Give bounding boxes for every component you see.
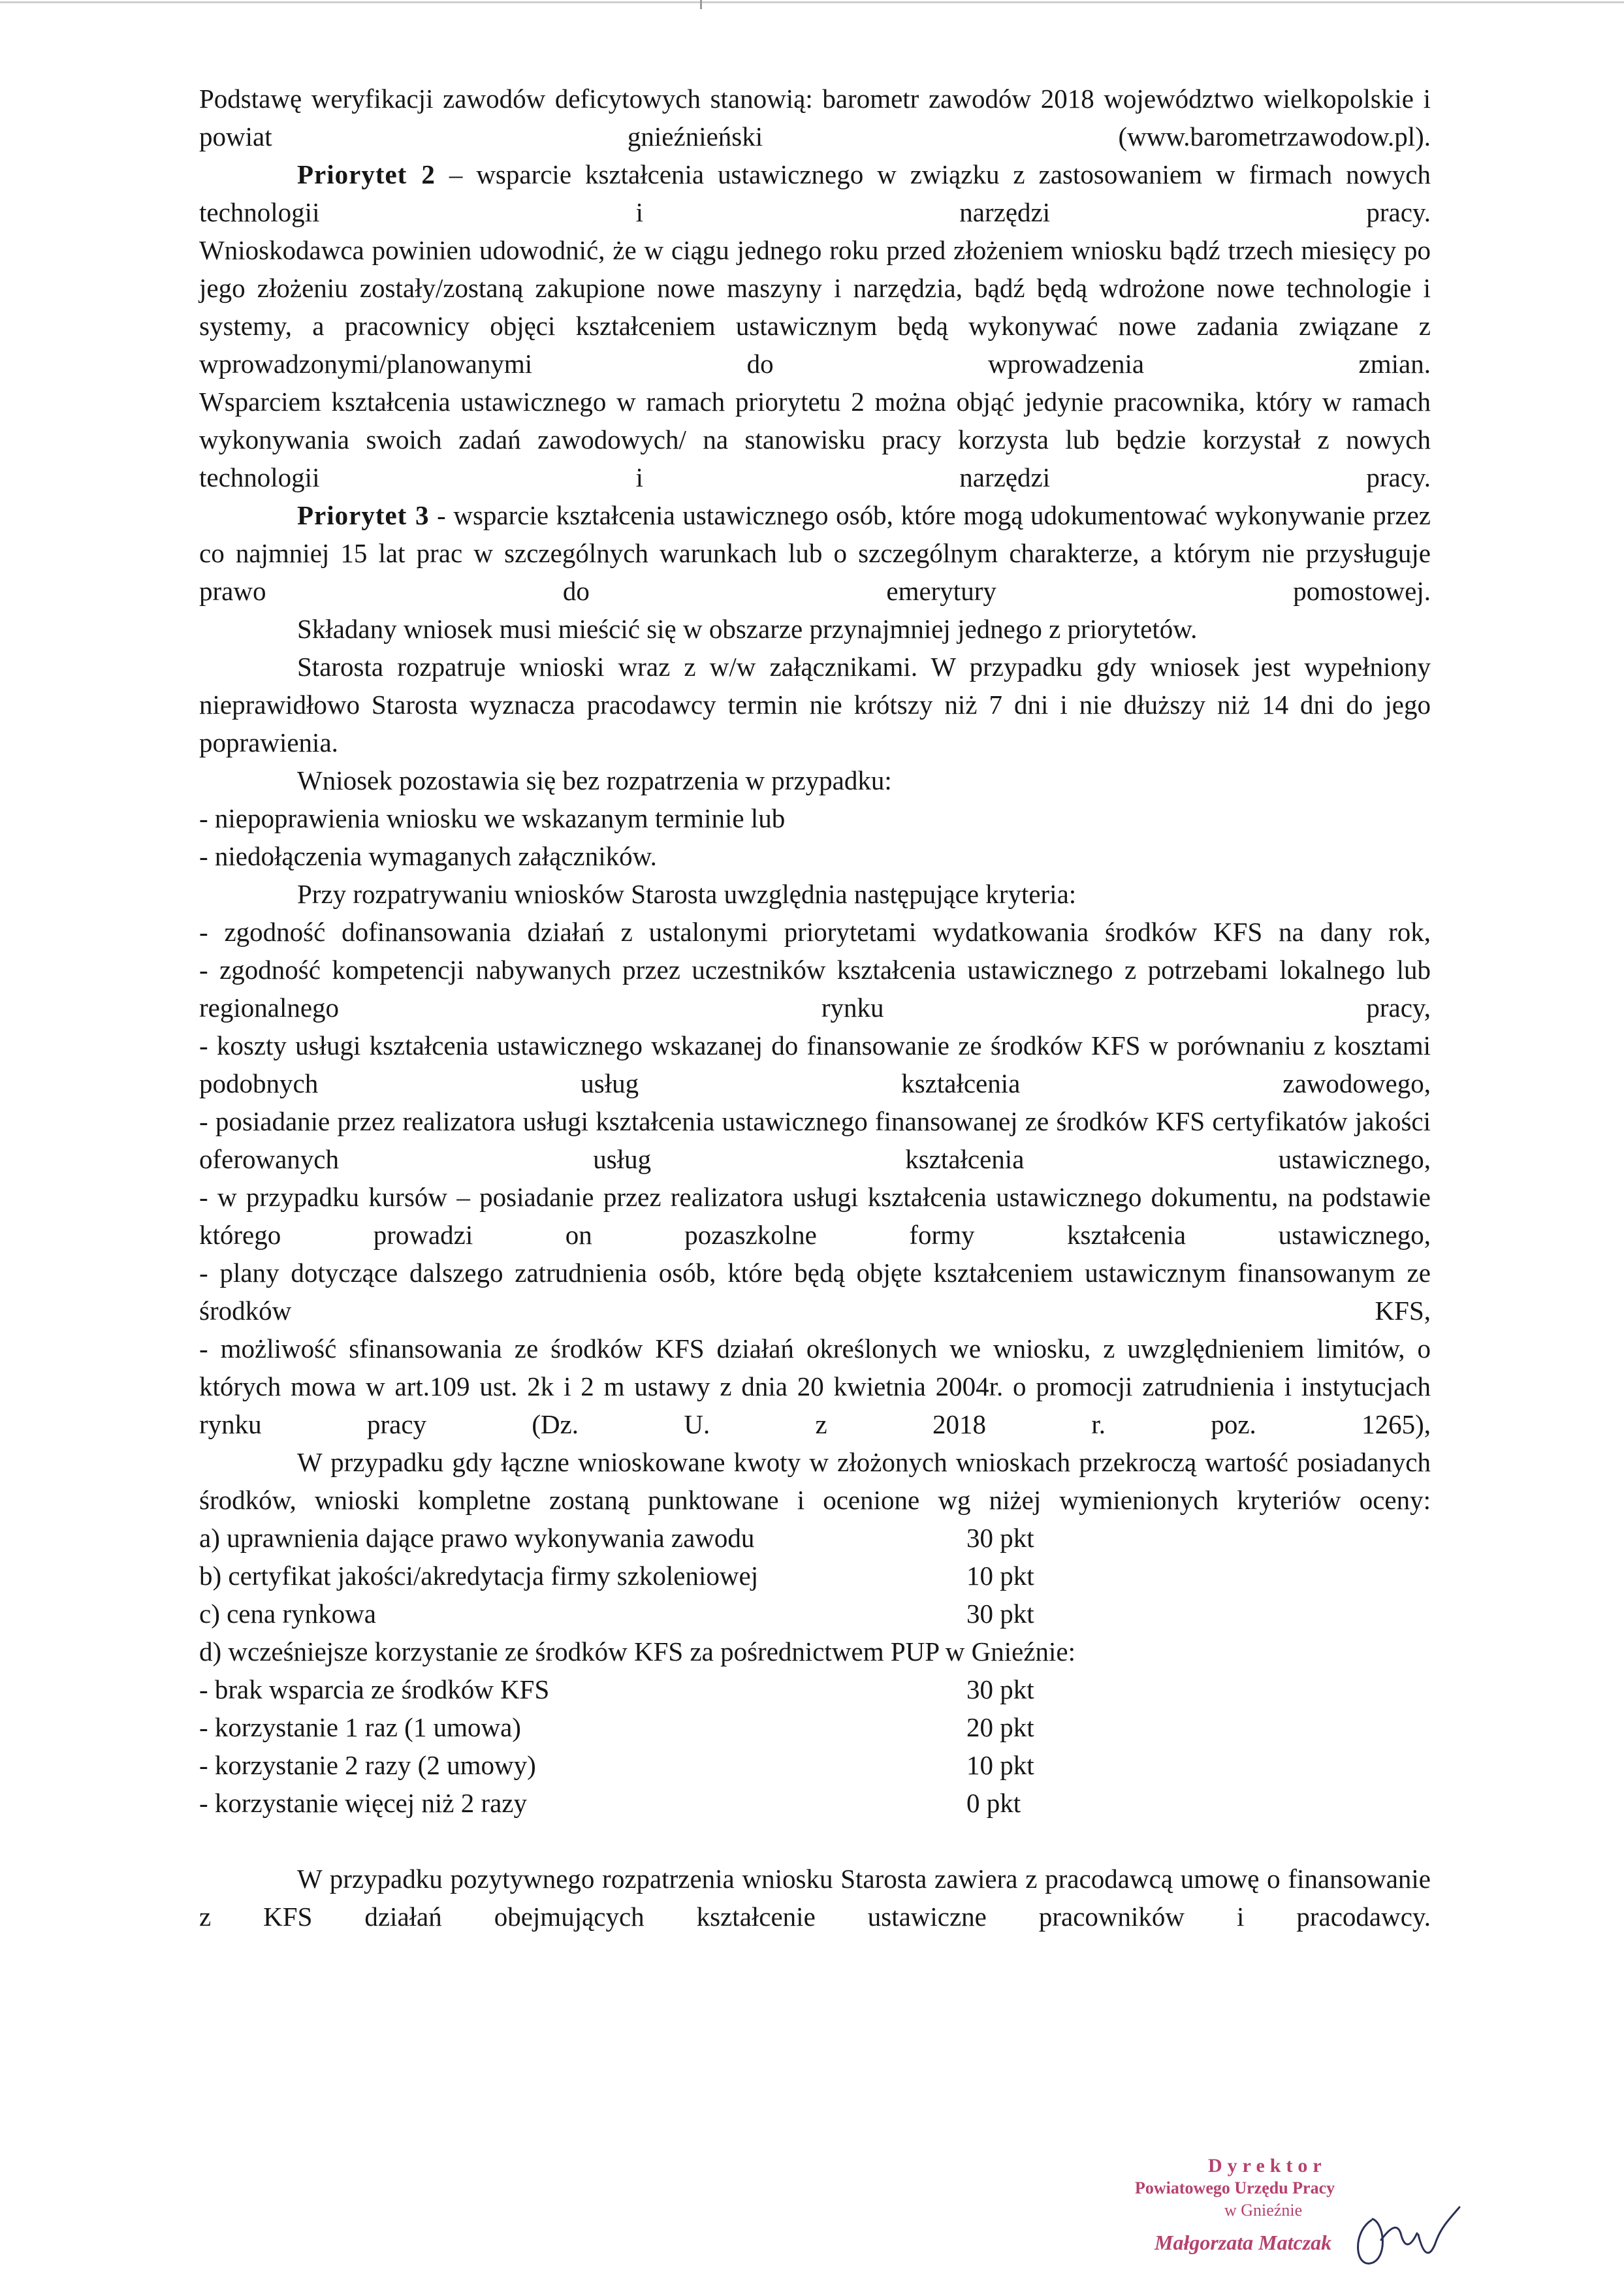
paragraph-scoring-intro: W przypadku gdy łączne wnioskowane kwoty w złożonych wnioskach przekroczą wartość posiadanych środków, wnioski kompletne zostaną punktowane i ocenione wg niżej wymienionych kryteriów oceny: [199,1447,1431,1515]
stamp-title: Dyrektor [1208,2155,1327,2176]
document-body [199,80,1431,1936]
page-top-edge [0,1,1624,3]
page-fold-mark [700,0,702,9]
score-label: b) certyfikat jakości/akredytacja firmy szkoleniowej [199,1561,759,1591]
scoring-table-d [199,1670,1034,1822]
table-row [199,1670,1034,1708]
criteria-item: - koszty usługi kształcenia ustawicznego wskazanej do finansowanie ze środków KFS w porównaniu z kosztami podobnych usług kształcenia zawodowego, [199,1030,1431,1098]
criteria-item: - zgodność dofinansowania działań z ustalonymi priorytetami wydatkowania środków KFS na dany rok, [199,917,1431,947]
paragraph-priority-3: Priorytet 3 - wsparcie kształcenia ustawicznego osób, które mogą udokumentować wykonywanie przez co najmniej 15 lat prac w szczególnych warunkach lub o szczególnym charakterze, a którym nie przysługuje prawo do emerytury pomostowej. [199,500,1431,606]
paragraph-basis: Podstawę weryfikacji zawodów deficytowych stanowią: barometr zawodów 2018 województwo wielkopolskie i powiat gnieźnieński (www.barometrzawodow.pl). [199,84,1431,151]
table-row [199,1746,1034,1784]
table-row [199,1784,1034,1822]
score-points: 20 pkt [966,1712,1034,1742]
score-points: 0 pkt [966,1788,1021,1818]
stamp-name: Małgorzata Matczak [1154,2231,1332,2254]
scoring-table-a [199,1519,1034,1633]
paragraph-closing: W przypadku pozytywnego rozpatrzenia wniosku Starosta zawiera z pracodawcą umowę o finansowanie z KFS działań obejmujących kształcenie ustawiczne pracowników i pracodawcy. [199,1864,1431,1932]
list-item: - niedołączenia wymaganych załączników. [199,841,657,871]
score-points: 30 pkt [966,1599,1034,1629]
score-points: 10 pkt [966,1561,1034,1591]
score-points: 10 pkt [966,1750,1034,1780]
score-label: - brak wsparcia ze środków KFS [199,1674,550,1704]
criteria-item: - plany dotyczące dalszego zatrudnienia osób, które będą objęte kształceniem ustawicznym finansowanym ze środków KFS, [199,1258,1431,1326]
paragraph-starosta-review: Starosta rozpatruje wnioski wraz z w/w załącznikami. W przypadku gdy wniosek jest wypełniony nieprawidłowo Starosta wyznacza pracodawcy termin nie krótszy niż 7 dni i nie dłuższy niż 14 dni do jego poprawienia. [199,652,1431,757]
blank-line [199,1822,1431,1860]
criteria-item: - w przypadku kursów – posiadanie przez realizatora usługi kształcenia ustawicznego dokumentu, na podstawie którego prowadzi on pozaszkolne formy kształcenia ustawicznego, [199,1182,1431,1250]
stamp-office: Powiatowego Urzędu Pracy [1135,2178,1335,2197]
criteria-item: - zgodność kompetencji nabywanych przez uczestników kształcenia ustawicznego z potrzebami lokalnego lub regionalnego rynku pracy, [199,955,1431,1023]
table-row [199,1595,1034,1633]
table-row [199,1519,1034,1557]
criteria-item: - posiadanie przez realizatora usługi kształcenia ustawicznego finansowanej ze środków KFS certyfikatów jakości oferowanych usług kształcenia ustawicznego, [199,1106,1431,1174]
priority-2-label: Priorytet 2 [297,159,436,189]
criteria-item: - możliwość sfinansowania ze środków KFS działań określonych we wniosku, z uwzględnieniem limitów, o których mowa w art.109 ust. 2k i 2 m ustawy z dnia 20 kwietnia 2004r. o promocji zatrudnienia i instytucjach rynku pracy (Dz. U. z 2018 r. poz. 1265), [199,1333,1431,1439]
stamp-city: w Gnieźnie [1224,2201,1303,2220]
score-label: a) uprawnienia dające prawo wykonywania zawodu [199,1523,755,1553]
table-row [199,1557,1034,1595]
director-stamp [1117,2155,1508,2286]
paragraph-applicant-proof: Wnioskodawca powinien udowodnić, że w ciągu jednego roku przed złożeniem wniosku bądź trzech miesięcy po jego złożeniu zostały/zostaną zakupione nowe maszyny i narzędzia, bądź będą wdrożone nowe technologie i systemy, a pracownicy objęci kształceniem ustawicznym będą wykonywać nowe zadania związane z wprowadzonymi/planowanymi do wprowadzenia zmian. [199,235,1431,379]
list-item: - niepoprawienia wniosku we wskazanym terminie lub [199,803,786,833]
paragraph-support-scope: Wsparciem kształcenia ustawicznego w ramach priorytetu 2 można objąć jedynie pracownika, który w ramach wykonywania swoich zadań zawodowych/ na stanowisku pracy korzysta lub będzie korzystał z nowych technologii i narzędzi pracy. [199,387,1431,492]
score-label: - korzystanie 2 razy (2 umowy) [199,1750,536,1780]
scoring-heading-d: d) wcześniejsze korzystanie ze środków KFS za pośrednictwem PUP w Gnieźnie: [199,1636,1076,1666]
priority-3-label: Priorytet 3 [297,500,430,530]
score-label: c) cena rynkowa [199,1599,376,1629]
paragraph-priority-requirement: Składany wniosek musi mieścić się w obszarze przynajmniej jednego z priorytetów. [297,614,1198,644]
paragraph-criteria-intro: Przy rozpatrywaniu wniosków Starosta uwzględnia następujące kryteria: [297,879,1077,909]
score-label: - korzystanie więcej niż 2 razy [199,1788,528,1818]
paragraph-priority-2: Priorytet 2 – wsparcie kształcenia ustawicznego w związku z zastosowaniem w firmach nowych technologii i narzędzi pracy. [199,159,1431,227]
paragraph-rejection-intro: Wniosek pozostawia się bez rozpatrzenia w przypadku: [297,765,892,795]
score-points: 30 pkt [966,1523,1034,1553]
score-points: 30 pkt [966,1674,1034,1704]
handwritten-signature [1332,2194,1463,2272]
table-row [199,1708,1034,1746]
score-label: - korzystanie 1 raz (1 umowa) [199,1712,521,1742]
